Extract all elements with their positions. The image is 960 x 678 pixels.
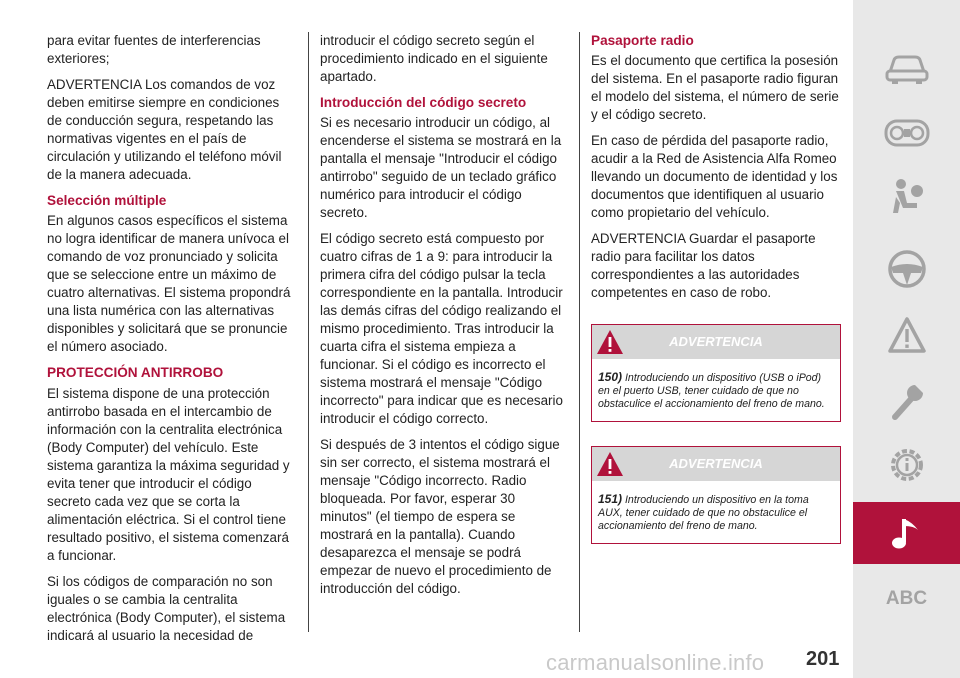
column-divider [579,32,580,632]
warning-triangle-icon [596,329,624,355]
warning-number: 150) [598,370,623,384]
warning-text [592,359,840,421]
paragraph: Si después de 3 intentos el código sigue sin ser correcto, el sistema mostrará el mensaje "Código incorrecto. Radio bloqueada. Por favor, esperar 30 minutos" (el tiempo de espera se mostrará en la pantalla). Cuando desaparezca el mensaje se podrá empezar de nuevo el procedimiento de introducción del código. [320,437,560,596]
warning-message: Introduciendo un dispositivo en la toma AUX, tener cuidado de que no obstaculice el accionamiento del freno de mano. [598,494,809,532]
warning-box [591,324,841,422]
music-note-icon [890,514,924,552]
paragraph: ADVERTENCIA Los comandos de voz deben emitirse siempre en condiciones de conducción segura, respetando las normativas vigentes en el país de circulación y utilizando el teléfono móvil de la manera adecuada. [47,77,282,182]
index-label: ABC [885,588,928,609]
column-1 [47,32,295,653]
tab-car[interactable] [853,38,960,100]
warning-title: ADVERTENCIA [669,456,763,471]
chapter-sidebar [853,0,960,678]
watermark: carmanualsonline.info [546,650,765,675]
warning-number: 151) [598,492,623,506]
paragraph: En algunos casos específicos el sistema no logra identificar de manera unívoca el comando de voz pronunciado y solicita que se seleccione entre un máximo de cuatro alternativas. El sistema propondrá una lista numérica con las alternativas disponibles y solicitará que se pronuncie el número asociado. [47,213,291,354]
seat-airbag-icon [887,177,927,217]
tab-index[interactable] [853,568,960,630]
tab-emergency[interactable] [853,304,960,366]
paragraph: Si es necesario introducir un código, al encenderse el sistema se mostrará en la pantalla el mensaje "Introducir el código antirrobo" seguido de un teclado gráfico numérico para introducir el código secreto. [320,115,562,220]
column-3 [591,32,841,568]
paragraph: para evitar fuentes de interferencias exteriores; [47,33,261,66]
warning-text [592,481,840,543]
gear-info-icon [886,444,928,486]
car-icon [884,52,930,86]
paragraph: En caso de pérdida del pasaporte radio, acudir a la Red de Asistencia Alfa Romeo llevando un documento de identidad y los documentos que identifiquen al usuario como propietario del vehículo. [591,133,838,220]
warning-header [592,447,840,481]
section-heading-multiple-selection: Selección múltiple [47,193,167,208]
column-2 [320,32,568,606]
warning-box [591,446,841,544]
tab-multimedia[interactable] [853,502,960,564]
warning-triangle-icon [887,316,927,354]
warning-title: ADVERTENCIA [669,334,763,349]
page-number: 201 [806,648,840,670]
paragraph: ADVERTENCIA Guardar el pasaporte radio para facilitar los datos correspondientes a las autoridades competentes en caso de robo. [591,231,816,300]
dashboard-gauges-icon [884,117,930,149]
tab-safety[interactable] [853,166,960,228]
paragraph: El sistema dispone de una protección antirrobo basada en el intercambio de información con la centralita electrónica (Body Computer) del vehículo. Este sistema garantiza la máxima seguridad y evita tener que introducir el código secreto cada vez que se corta la alimentación eléctrica. Si el control tiene resultado positivo, el sistema comenzará a funcionar. [47,386,290,563]
column-divider [308,32,309,632]
warning-message: Introduciendo un dispositivo (USB o iPod) en el puerto USB, tener cuidado de que no obstaculice el accionamiento del freno de mano. [598,372,825,410]
paragraph: Es el documento que certifica la posesión del sistema. En el pasaporte radio figuran el modelo del sistema, el número de serie y el código secreto. [591,53,839,122]
section-heading-secret-code: Introducción del código secreto [320,95,527,110]
warning-triangle-icon [596,451,624,477]
tab-instruments[interactable] [853,102,960,164]
tab-maintenance[interactable] [853,370,960,432]
tab-driving[interactable] [853,238,960,300]
tab-technical-data[interactable] [853,434,960,496]
paragraph: introducir el código secreto según el procedimiento indicado en el siguiente apartado. [320,33,548,84]
section-heading-antitheft: PROTECCIÓN ANTIRROBO [47,365,224,380]
paragraph: Si los códigos de comparación no son iguales o se cambia la centralita electrónica (Body Computer), el sistema indicará al usuario la necesidad de [47,574,286,643]
wrench-icon [887,381,927,421]
section-heading-radio-passport: Pasaporte radio [591,33,694,48]
steering-wheel-icon [887,249,927,289]
paragraph: El código secreto está compuesto por cuatro cifras de 1 a 9: para introducir la primera cifra del código pulsar la tecla correspondiente en la pantalla. Introducir las demás cifras del código realizando el mismo procedimiento. Tras introducir la cuarta cifra el sistema empieza a funcionar. Si el código es incorrecto el sistema mostrará el mensaje "Código incorrecto" para indicar que es necesario introducir el código correcto. [320,231,563,426]
warning-header [592,325,840,359]
